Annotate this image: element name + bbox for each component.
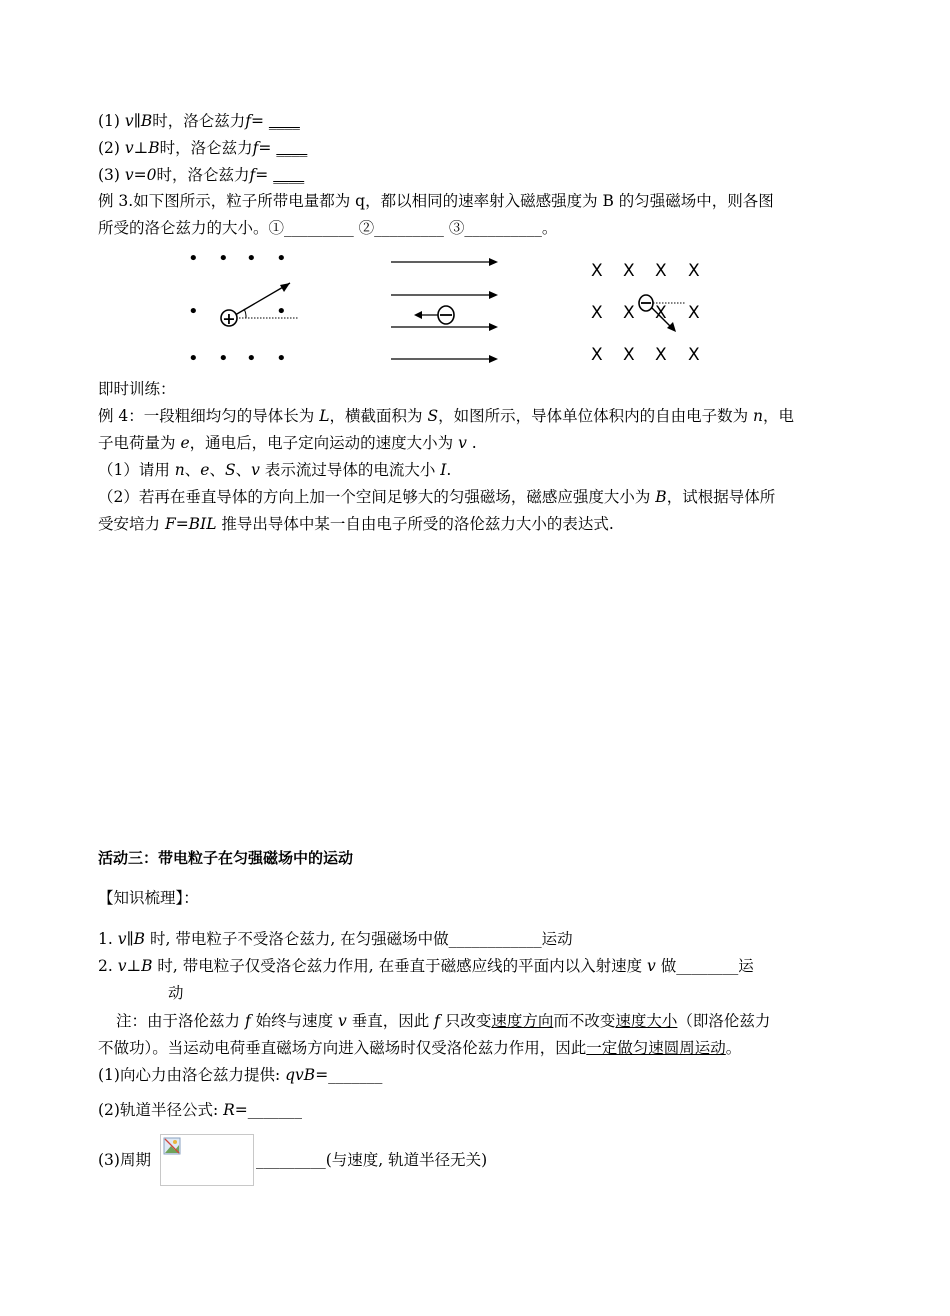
training-title: 即时训练： — [98, 380, 176, 398]
field-line-arrow — [489, 355, 498, 363]
field-dot: • — [276, 348, 287, 369]
example4-line1: 例 4：一段粗细均匀的导体长为 L，横截面积为 S，如图所示，导体单位体积内的自由电子数为 n，电 — [98, 407, 795, 425]
velocity-arrowhead — [280, 283, 290, 292]
period-formula-image — [160, 1134, 254, 1186]
field-line-arrow — [489, 291, 498, 299]
field-cross: X — [591, 261, 603, 281]
field-dot: • — [246, 348, 257, 369]
formula-period-label: (3)周期 — [98, 1151, 151, 1169]
field-line-arrow — [489, 258, 498, 266]
diagram-dots-field — [180, 248, 320, 368]
field-dot: • — [188, 301, 199, 322]
field-cross: X — [623, 261, 635, 281]
knowledge-heading: 【知识梳理】： — [98, 889, 199, 907]
diagram-field-lines — [388, 252, 508, 368]
point-1: 1. v∥B 时, 带电粒子不受洛仑兹力, 在匀强磁场中做____________运动 — [98, 930, 573, 948]
charge-sign: + — [222, 309, 236, 328]
case-1: (1) v∥B时，洛仑兹力f= ____ — [98, 112, 300, 130]
diagram-crosses-field — [585, 258, 710, 368]
field-dot: • — [188, 348, 199, 369]
example4-question2: （2）若再在垂直导体的方向上加一个空间足够大的匀强磁场，磁感应强度大小为 B，试根据导体所 — [98, 488, 776, 506]
field-line-arrow — [489, 323, 498, 331]
field-cross: X — [655, 303, 667, 323]
field-cross: X — [623, 345, 635, 365]
formula-force: (1)向心力由洛仑兹力提供: qvB=_______ — [98, 1066, 383, 1084]
broken-image-icon — [163, 1137, 183, 1157]
field-cross: X — [688, 261, 700, 281]
activity3-title: 活动三：带电粒子在匀强磁场中的运动 — [98, 849, 354, 867]
example4-line2: 子电荷量为 e，通电后，电子定向运动的速度大小为 v . — [98, 434, 477, 452]
example3-line2: 所受的洛仑兹力的大小。①_________ ②_________ ③__________。 — [98, 219, 558, 237]
field-dot: • — [246, 248, 257, 269]
example4-question1: （1）请用 n、e、S、v 表示流过导体的电流大小 I. — [98, 461, 452, 479]
formula-radius: (2)轨道半径公式: R=_______ — [98, 1101, 303, 1119]
case-3: (3) v=0时，洛仑兹力f= ____ — [98, 166, 305, 184]
example3-line1: 例 3.如下图所示，粒子所带电量都为 q，都以相同的速率射入磁感强度为 B 的匀强磁场中，则各图 — [98, 192, 774, 210]
field-cross: X — [688, 345, 700, 365]
field-cross: X — [623, 303, 635, 323]
note-line1: 注：由于洛伦兹力 f 始终与速度 v 垂直，因此 f 只改变速度方向而不改变速度大小（即洛伦兹力 — [116, 1012, 771, 1030]
field-dot: • — [276, 248, 287, 269]
case-2: (2) v⊥B时，洛仑兹力f= ____ — [98, 139, 308, 157]
field-cross: X — [655, 345, 667, 365]
field-dot: • — [276, 301, 287, 322]
field-cross: X — [591, 303, 603, 323]
note-line2: 不做功）。当运动电荷垂直磁场方向进入磁场时仅受洛伦兹力作用，因此一定做匀速圆周运动。 — [98, 1039, 742, 1057]
field-cross: X — [655, 261, 667, 281]
angle-arc — [244, 309, 246, 318]
point-2-cont: 动 — [168, 984, 184, 1002]
field-dot: • — [218, 348, 229, 369]
field-dot: • — [188, 248, 199, 269]
point-2: 2. v⊥B 时, 带电粒子仅受洛仑兹力作用, 在垂直于磁感应线的平面内以入射速度 v 做________运 — [98, 957, 754, 975]
field-dot: • — [218, 248, 229, 269]
field-cross: X — [688, 303, 700, 323]
velocity-arrowhead — [414, 311, 422, 319]
example4-question2-cont: 受安培力 F=BIL 推导出导体中某一自由电子所受的洛伦兹力大小的表达式. — [98, 515, 614, 533]
field-cross: X — [591, 345, 603, 365]
formula-period: _________(与速度, 轨道半径无关) — [256, 1151, 488, 1169]
